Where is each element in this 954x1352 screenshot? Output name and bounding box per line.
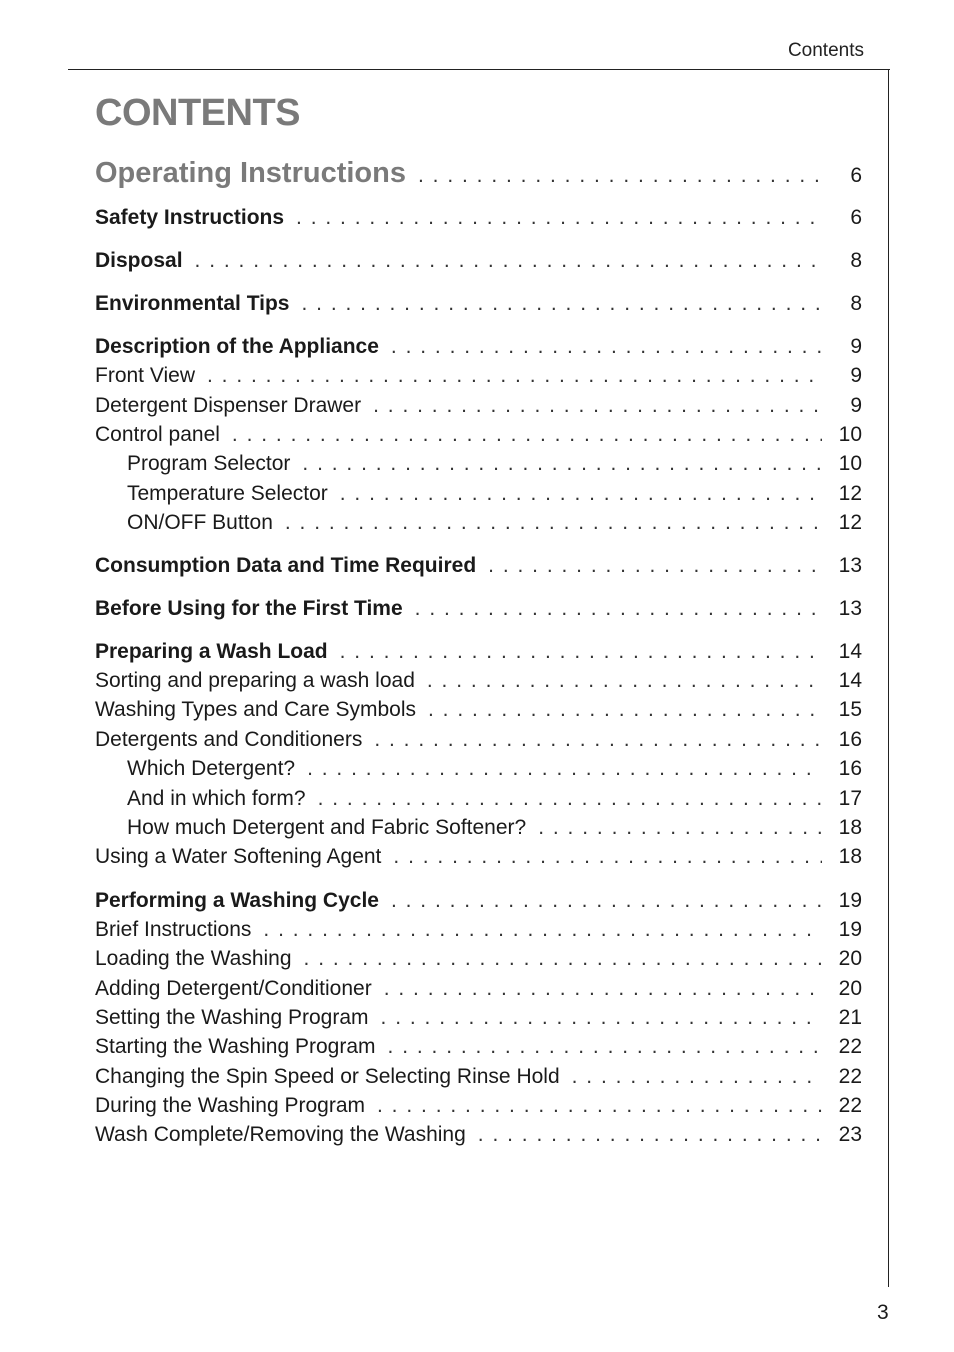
toc-entry-title: Temperature Selector [127,482,328,505]
toc-entry-performing-a-washing-cycle[interactable] [95,886,862,916]
toc-entry-page: 21 [838,1006,862,1029]
toc-entry-page: 22 [838,1065,862,1088]
toc-entry-in-which-form[interactable] [127,784,862,814]
toc-entry-page: 12 [838,482,862,505]
toc-entry-environmental-tips[interactable] [95,289,862,319]
toc-entry-title: Front View [95,364,195,387]
toc-entry-title: Setting the Washing Program [95,1006,369,1029]
toc-leader [538,813,822,843]
toc-leader [488,551,822,581]
toc-entry-title: Detergents and Conditioners [95,728,363,751]
toc-entry-title: How much Detergent and Fabric Softener? [127,816,527,839]
toc-entry-page: 22 [838,1094,862,1117]
toc-leader [207,361,822,391]
toc-entry-page: 16 [838,757,862,780]
toc-entry-page: 9 [850,394,862,417]
toc-entry-operating-instructions[interactable] [95,158,862,188]
toc-entry-detergents-and-conditioners[interactable] [95,725,862,755]
toc-leader [572,1062,822,1092]
toc-leader [302,289,823,319]
toc-entry-detergent-dispenser-drawer[interactable] [95,391,862,421]
toc-leader [195,246,822,276]
toc-entry-title: Using a Water Softening Agent [95,845,382,868]
toc-leader [285,508,822,538]
toc-entry-page: 20 [838,947,862,970]
toc-entry-consumption-data[interactable] [95,551,862,581]
toc-entry-disposal[interactable] [95,246,862,276]
toc-leader [391,332,822,362]
toc-entry-page: 8 [850,249,862,272]
toc-entry-page: 6 [850,206,862,229]
toc-entry-title: Washing Types and Care Symbols [95,698,416,721]
toc-entry-page: 17 [838,787,862,810]
toc-entry-title: Consumption Data and Time Required [95,554,477,577]
toc-entry-title: Disposal [95,249,183,272]
toc-entry-during-the-washing-program[interactable] [95,1091,862,1121]
toc-leader [296,203,822,233]
toc-entry-page: 18 [838,845,862,868]
toc-leader [427,666,822,696]
toc-entry-page: 10 [838,452,862,475]
toc-leader [340,637,822,667]
toc-entry-setting-the-washing-program[interactable] [95,1003,862,1033]
toc-leader [307,754,822,784]
toc-entry-title: Which Detergent? [127,757,296,780]
toc-leader [263,915,822,945]
toc-entry-page: 15 [838,698,862,721]
toc-entry-page: 10 [838,423,862,446]
toc-entry-page: 14 [838,640,862,663]
toc-entry-how-much-detergent[interactable] [127,813,862,843]
toc-entry-sorting-and-preparing[interactable] [95,666,862,696]
toc-entry-title: Program Selector [127,452,291,475]
toc-entry-front-view[interactable] [95,361,862,391]
toc-entry-title: Adding Detergent/Conditioner [95,977,372,1000]
toc-entry-program-selector[interactable] [127,449,862,479]
toc-leader [340,479,822,509]
toc-leader [391,886,822,916]
toc-entry-page: 12 [838,511,862,534]
toc-entry-title: Loading the Washing [95,947,292,970]
toc-entry-title: During the Washing Program [95,1094,366,1117]
toc-entry-title: Preparing a Wash Load [95,640,328,663]
toc-entry-title: Description of the Appliance [95,335,379,358]
toc-leader [478,1120,822,1150]
toc-leader [377,1091,822,1121]
toc-entry-temperature-selector[interactable] [127,479,862,509]
toc-entry-page: 23 [838,1123,862,1146]
toc-leader [415,594,822,624]
toc-entry-which-detergent[interactable] [127,754,862,784]
toc-leader [418,161,822,191]
toc-leader [393,842,822,872]
toc-leader [384,974,822,1004]
toc-entry-preparing-a-wash-load[interactable] [95,637,862,667]
toc-entry-title: Wash Complete/Removing the Washing [95,1123,466,1146]
toc-entry-loading-the-washing[interactable] [95,944,862,974]
toc-entry-title: Performing a Washing Cycle [95,889,379,912]
toc-leader [302,449,822,479]
toc-entry-adding-detergent[interactable] [95,974,862,1004]
toc-entry-title: Environmental Tips [95,292,290,315]
toc-entry-title: Operating Instructions [95,157,406,189]
toc-entry-title: And in which form? [127,787,306,810]
toc-entry-title: Starting the Washing Program [95,1035,376,1058]
toc-entry-control-panel[interactable] [95,420,862,450]
toc-entry-page: 9 [850,364,862,387]
toc-entry-page: 9 [850,335,862,358]
toc-leader [388,1032,822,1062]
toc-entry-page: 14 [838,669,862,692]
toc-entry-title: Brief Instructions [95,918,252,941]
toc-entry-title: Control panel [95,423,220,446]
toc-leader [381,1003,822,1033]
toc-entry-wash-complete[interactable] [95,1120,862,1150]
toc-entry-title: Sorting and preparing a wash load [95,669,415,692]
toc-entry-title: Detergent Dispenser Drawer [95,394,362,417]
toc-entry-page: 19 [838,889,862,912]
page-title: CONTENTS [95,92,300,134]
toc-entry-page: 18 [838,816,862,839]
toc-entry-washing-types-care-symbols[interactable] [95,695,862,725]
running-header: Contents [787,40,864,61]
toc-leader [428,695,822,725]
toc-entry-safety-instructions[interactable] [95,203,862,233]
toc-entry-page: 8 [850,292,862,315]
toc-entry-page: 20 [838,977,862,1000]
toc-entry-title: ON/OFF Button [127,511,273,534]
toc-entry-page: 13 [838,597,862,620]
toc-leader [318,784,822,814]
toc-entry-page: 16 [838,728,862,751]
toc-entry-starting-the-washing-program[interactable] [95,1032,862,1062]
toc-leader [374,725,822,755]
toc-entry-page: 22 [838,1035,862,1058]
toc-leader [373,391,822,421]
toc-entry-title: Before Using for the First Time [95,597,403,620]
toc-leader [232,420,822,450]
toc-entry-title: Changing the Spin Speed or Selecting Rinse Hold [95,1065,560,1088]
toc-entry-page: 19 [838,918,862,941]
toc-leader [304,944,822,974]
toc-entry-page: 6 [850,164,862,187]
toc-entry-title: Safety Instructions [95,206,285,229]
toc-entry-description-of-the-appliance[interactable] [95,332,862,362]
toc-entry-before-using-first-time[interactable] [95,594,862,624]
toc-entry-water-softening-agent[interactable] [95,842,862,872]
toc-entry-changing-spin-speed[interactable] [95,1062,862,1092]
toc-entry-page: 13 [838,554,862,577]
page-number: 3 [877,1301,889,1324]
toc-entry-brief-instructions[interactable] [95,915,862,945]
toc-entry-on-off-button[interactable] [127,508,862,538]
